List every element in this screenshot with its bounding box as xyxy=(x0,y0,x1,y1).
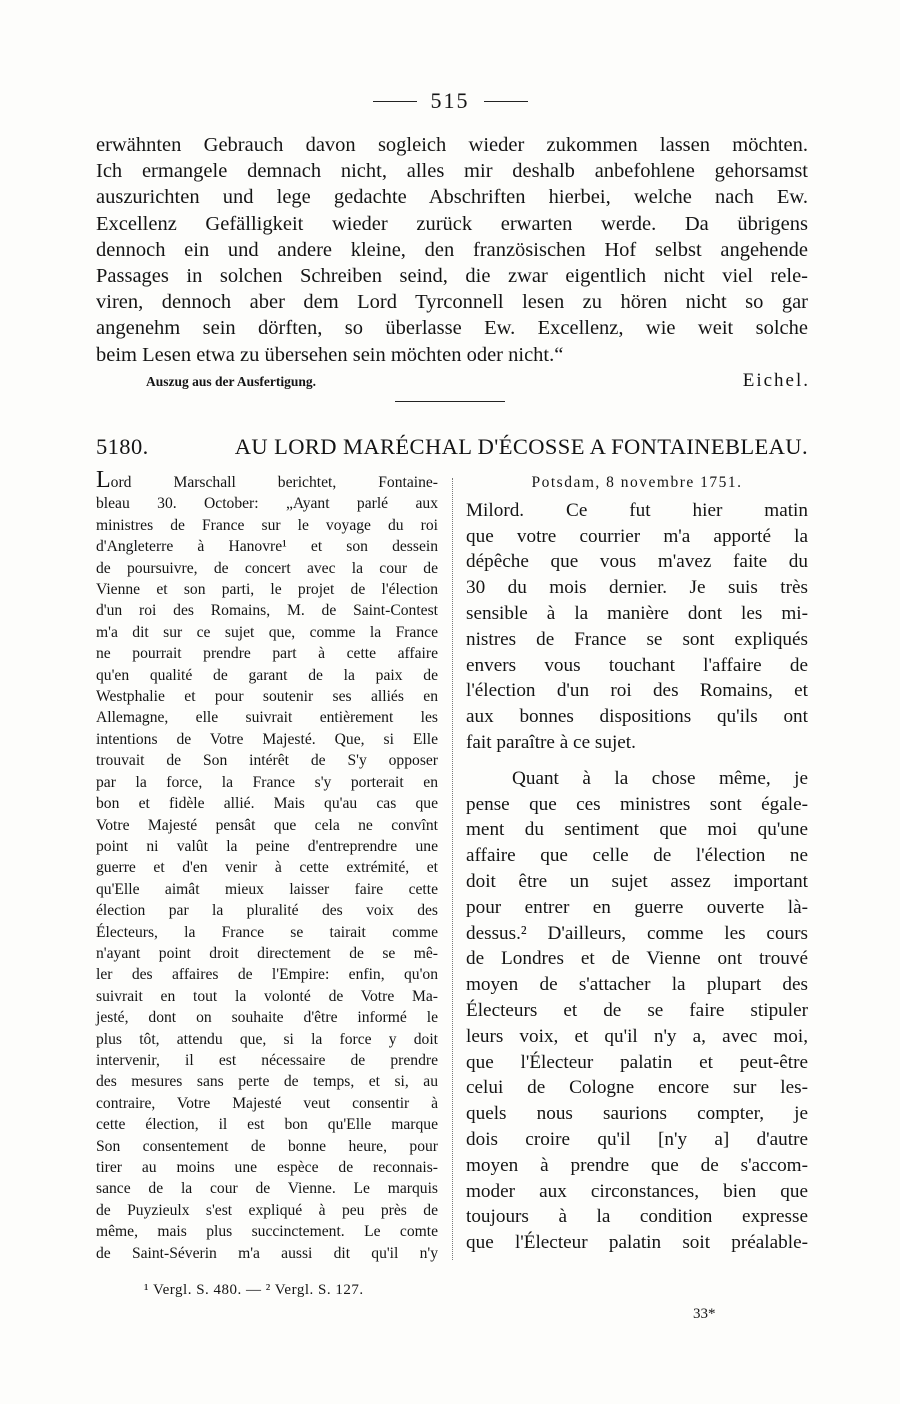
text-line: Excellenz Gefälligkeit wieder zurück erwarten werde. Da übrigens xyxy=(96,212,808,235)
text-line: envers vous touchant l'affaire de xyxy=(466,654,808,676)
text-line: Quant à la chose même, je xyxy=(512,767,808,789)
paragraph-gap xyxy=(466,756,808,766)
text-line: des mesures sans perte de temps, et si, au xyxy=(96,1073,438,1091)
text-line: tirer au moins une espèce de reconnais- xyxy=(96,1159,438,1176)
text-line-body: ord Marschall berichtet, Fontaine- xyxy=(110,474,438,491)
text-line: d'Angleterre à Hanovre¹ et son dessein xyxy=(96,538,438,556)
text-line: ler des affaires de l'Empire: enfin, qu'on xyxy=(96,966,438,984)
text-line: de poursuivre, de concert avec la cour de xyxy=(96,559,438,577)
text-line: sensible à la manière dont les mi- xyxy=(466,602,808,624)
text-line: Électeurs et de se faire stipuler xyxy=(466,999,808,1021)
text-line: quels nous saurions compter, je xyxy=(466,1103,808,1125)
text-line: plus tôt, attendu que, si la force y doit xyxy=(96,1030,438,1048)
text-line: dennoch ein und andere kleine, den französischen Hof selbst angehende xyxy=(96,238,808,261)
source-row xyxy=(146,370,810,394)
text-line: moyen à prendre que de s'accom- xyxy=(466,1154,808,1176)
letter-column xyxy=(466,470,808,1256)
text-line: m'a dit sur ce sujet que, comme la France xyxy=(96,623,438,641)
intro-paragraph xyxy=(96,132,808,368)
text-line: celui de Cologne encore sur les- xyxy=(466,1077,808,1099)
text-line: que votre courrier m'a apporté la xyxy=(466,525,808,547)
text-line: Son consentement de bonne heure, pour xyxy=(96,1137,438,1155)
text-line: nistres de France se sont expliqués xyxy=(466,628,808,650)
text-line xyxy=(96,467,438,493)
text-line: Électeurs, la France se tairait comme xyxy=(96,923,438,941)
text-line: même, mais plus succinctement. Le comte xyxy=(96,1223,438,1241)
page-number: 515 xyxy=(430,88,470,113)
text-line: dépêche que vous m'avez faite du xyxy=(466,551,808,573)
text-line: l'élection d'un roi des Romains, et xyxy=(466,680,808,702)
document-heading xyxy=(96,434,808,460)
text-line: de Londres et de Vienne ont trouvé xyxy=(466,948,808,970)
text-line: ne pourrait prendre part à cette affaire xyxy=(96,645,438,663)
page-header xyxy=(0,88,900,114)
dateline: Potsdam, 8 novembre 1751. xyxy=(531,474,743,491)
text-line: qu'en qualité de garant de la paix de xyxy=(96,666,438,684)
document-title: AU LORD MARÉCHAL D'ÉCOSSE A FONTAINEBLEAU. xyxy=(234,434,808,459)
text-line: pense que ces ministres sont égale- xyxy=(466,793,808,815)
text-line: d'un roi des Romains, M. de Saint-Contest xyxy=(96,602,438,620)
text-line: 30 du mois dernier. Je suis très xyxy=(466,577,808,599)
footnotes: ¹ Vergl. S. 480. — ² Vergl. S. 127. xyxy=(144,1282,364,1298)
text-line: leurs voix, et qu'il n'y a, avec moi, xyxy=(466,1025,808,1047)
text-line: beim Lesen etwa zu übersehen sein möchten oder nicht.“ xyxy=(96,343,564,366)
text-line: guerre et d'en venir à cette extrémité, et xyxy=(96,859,438,877)
text-line: erwähnten Gebrauch davon sogleich wieder zukommen lassen möchten. xyxy=(96,134,808,156)
header-rule-right xyxy=(484,101,528,102)
text-line: bleau 30. October: „Ayant parlé aux xyxy=(96,495,438,513)
text-line: Ich ermangele demnach nicht, alles mir deshalb anbefohlene gehorsamst xyxy=(96,160,808,183)
text-line: Vienne et son parti, le projet de l'élection xyxy=(96,581,438,599)
text-line: moyen de s'attacher la plupart des xyxy=(466,974,808,996)
text-line: angenehm sein dörften, so überlasse Ew. Excellenz, wie weit solche xyxy=(96,317,808,340)
text-line: Votre Majesté pensât que cela ne convînt xyxy=(96,816,438,834)
text-line: qu'Elle aimât mieux laisser faire cette xyxy=(96,880,438,898)
text-line: ment du sentiment que moi qu'une xyxy=(466,819,808,841)
drop-cap: L xyxy=(96,467,111,493)
document-number: 5180. xyxy=(96,434,149,459)
text-line: sance de la cour de Vienne. Le marquis xyxy=(96,1180,438,1198)
signature: Eichel. xyxy=(742,370,810,391)
text-line: toujours à la condition expresse xyxy=(466,1206,808,1228)
text-line: moder aux circonstances, bien que xyxy=(466,1180,808,1202)
text-line: que l'Électeur palatin et peut-être xyxy=(466,1051,808,1073)
text-line: Passages in solchen Schreiben seind, die zwar eigentlich nicht viel rele- xyxy=(96,265,808,288)
text-line: ministres de France sur le voyage du roi xyxy=(96,516,438,534)
text-line: Allemagne, elle suivrait entièrement les xyxy=(96,709,438,727)
text-line: élection par la pluralité des voix des xyxy=(96,902,438,920)
text-line: dois croire qu'il [n'y a] d'autre xyxy=(466,1128,808,1150)
text-line: n'ayant point droit directement de se mê- xyxy=(96,944,438,962)
text-line: contraire, Votre Majesté veut consentir à xyxy=(96,1094,438,1112)
text-line: bon et fidèle allié. Mais qu'au cas que xyxy=(96,795,438,813)
text-line: fait paraître à ce sujet. xyxy=(466,731,636,753)
text-line: pour entrer en guerre ouverte là- xyxy=(466,896,808,918)
text-line: affaire que celle de l'élection ne xyxy=(466,845,808,867)
text-line: doit être un sujet assez important xyxy=(466,870,808,892)
text-line: de Puyzieulx s'est expliqué à peu près de xyxy=(96,1201,438,1219)
text-line: Milord. Ce fut hier matin xyxy=(466,499,808,521)
section-separator xyxy=(395,401,505,402)
text-line: de Saint-Séverin m'a aussi dit qu'il n'y xyxy=(96,1244,438,1262)
text-line: suivrait en tout la volonté de Votre Ma- xyxy=(96,987,438,1005)
text-line: Westphalie et pour soutenir ses alliés en xyxy=(96,688,438,706)
column-divider xyxy=(452,478,453,1260)
header-rule-left xyxy=(373,101,417,102)
text-line: auszurichten und lege gedachte Abschriften hierbei, welche nach Ew. xyxy=(96,186,808,209)
text-line: que l'Électeur palatin soit préalable- xyxy=(466,1232,808,1254)
text-line: aux bonnes dispositions qu'ils ont xyxy=(466,706,808,728)
text-line: intentions de Votre Majesté. Que, si Elle xyxy=(96,730,438,748)
text-line: trouvait de Son intérêt de S'y opposer xyxy=(96,752,438,770)
text-line: cette élection, il est bon qu'Elle marque xyxy=(96,1116,438,1134)
signature-mark: 33* xyxy=(693,1306,716,1322)
text-line: point ni valût la peine d'entreprendre une xyxy=(96,837,438,855)
text-line: jesté, dont on souhaite d'être informé le xyxy=(96,1009,438,1027)
summary-column xyxy=(96,467,438,1264)
text-line: viren, dennoch aber dem Lord Tyrconnell lesen zu hören nicht so gar xyxy=(96,291,808,314)
text-line: intervenir, il est nécessaire de prendre xyxy=(96,1051,438,1069)
text-line: dessus.² D'ailleurs, comme les cours xyxy=(466,922,808,944)
text-line: par la force, la France s'y porterait en xyxy=(96,773,438,791)
source-note: Auszug aus der Ausfertigung. xyxy=(146,374,317,389)
